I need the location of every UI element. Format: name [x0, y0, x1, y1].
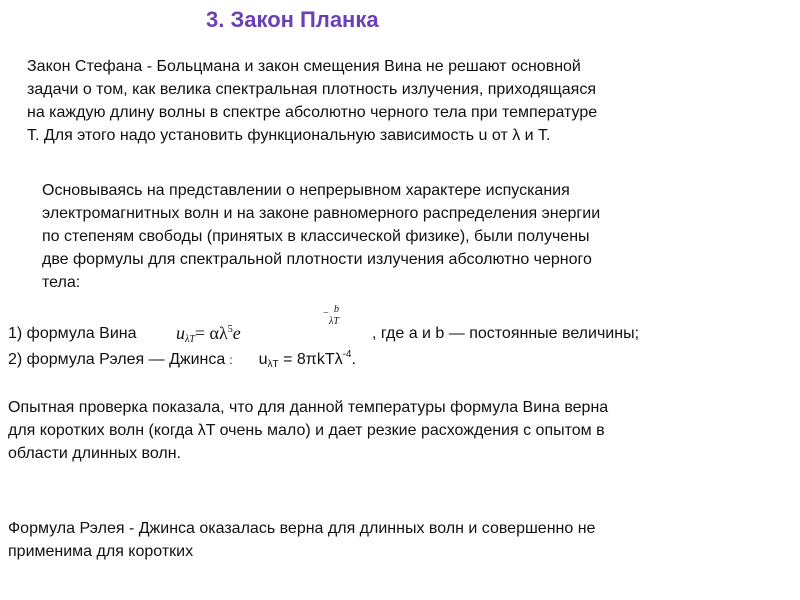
rj-formula-colon: :: [229, 353, 233, 367]
classical-paragraph: [42, 179, 600, 294]
wien-exponent-denominator: λT: [329, 316, 339, 327]
text-line: тела:: [42, 274, 81, 291]
text-line: T. Для этого надо установить функциональную зависимость u от λ и T.: [27, 127, 551, 144]
text-line: по степеням свободы (принятых в классической физике), были получены: [42, 228, 590, 245]
rj-period: .: [351, 351, 356, 368]
wien-exponent-numerator: b: [334, 304, 339, 315]
text-line: задачи о том, как велика спектральная плотность излучения, приходящаяся: [27, 81, 596, 98]
text-line: две формулы для спектральной плотности излучения абсолютно черного: [42, 251, 592, 268]
rj-formula-label: 2) формула Рэлея — Джинса: [8, 351, 226, 368]
text-line: Опытная проверка показала, что для данной температуры формула Вина верна: [8, 399, 609, 416]
rj-formula-expression: [259, 351, 356, 368]
rj-u-symbol: u: [258, 351, 268, 368]
text-line: Формула Рэлея - Джинса оказалась верна для длинных волн и совершенно не: [8, 520, 596, 537]
wien-u-symbol: u: [176, 323, 185, 343]
rayleigh-jeans-formula-row: [8, 349, 798, 370]
wien-formula-note: , где a и b — постоянные величины;: [372, 325, 640, 342]
wien-u-subscript: λT: [185, 334, 195, 345]
page-title: 3. Закон Планка: [206, 7, 379, 32]
text-line: электромагнитных волн и на законе равномерного распределения энергии: [42, 205, 601, 222]
wien-alpha-lambda: = αλ: [194, 323, 228, 343]
text-line: области длинных волн.: [8, 445, 181, 462]
wien-e-symbol: e: [232, 323, 241, 343]
wien-formula-expression: [176, 323, 241, 345]
text-line: применима для коротких: [8, 543, 194, 560]
wien-exponent-minus: −: [323, 308, 329, 319]
intro-paragraph: [27, 55, 597, 147]
rj-u-subscript: λT: [267, 359, 279, 370]
text-line: Закон Стефана - Больцмана и закон смещения Вина не решают основной: [27, 58, 581, 75]
text-line: для коротких волн (когда λT очень мало) и дает резкие расхождения с опытом в: [8, 422, 605, 439]
rj-rhs: = 8πkTλ: [278, 351, 343, 368]
text-line: на каждую длину волны в спектре абсолютно черного тела при температуре: [27, 104, 598, 121]
rj-power: -4: [342, 349, 352, 360]
wien-power: 5: [227, 324, 233, 335]
rayleigh-jeans-conclusion-paragraph: [8, 517, 595, 563]
text-line: Основываясь на представлении о непрерывном характере испускания: [42, 182, 570, 199]
wien-formula-label: 1) формула Вина: [8, 325, 137, 342]
experiment-paragraph: [8, 396, 608, 465]
